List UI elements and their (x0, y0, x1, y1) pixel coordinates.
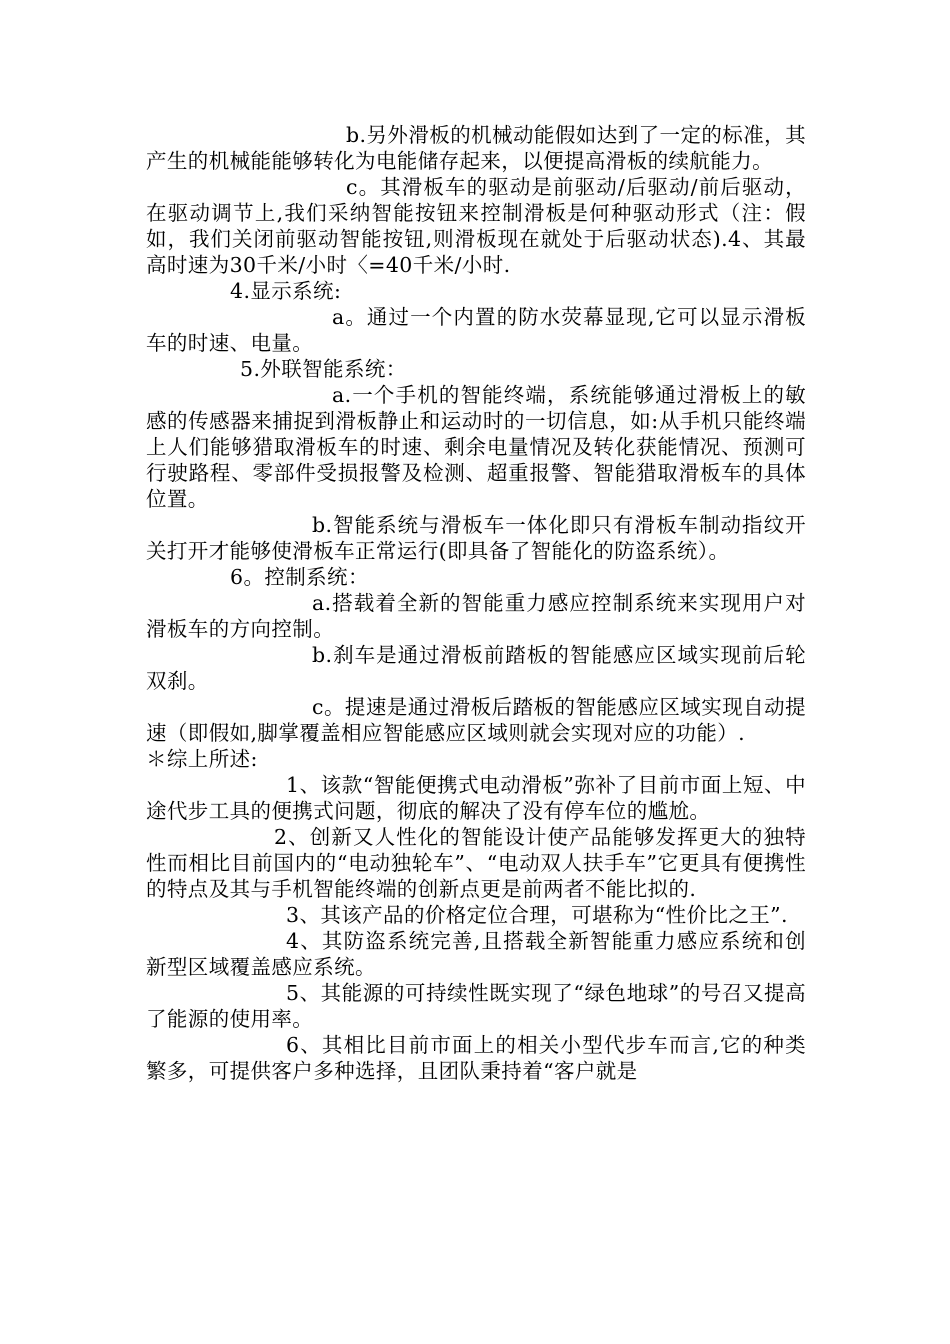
summary-item-3: 3、其该产品的价格定位合理，可堪称为“性价比之王”. (286, 903, 788, 927)
paragraph-c-drive-mode: c。其滑板车的驱动是前驱动/后驱动/前后驱动，在驱动调节上,我们采纳智能按钮来控制滑板是何种驱动形式（注：假如，我们关闭前驱动智能按钮,则滑板现在就处于后驱动状态).4、其最高时速为30千米/小时〈=40千米/小时. (146, 175, 806, 277)
heading-control-system: 6。控制系统： (230, 565, 369, 589)
heading-summary: ＊综上所述: (146, 747, 258, 771)
summary-item-1: 1、该款“智能便携式电动滑板”弥补了目前市面上短、中途代步工具的便携式问题，彻底的解决了没有停车位的尴尬。 (146, 773, 806, 823)
heading-display-system: 4.显示系统: (230, 279, 342, 303)
summary-item-5: 5、其能源的可持续性既实现了“绿色地球”的号召又提高了能源的使用率。 (146, 981, 806, 1031)
summary-item-4: 4、其防盗系统完善,且搭载全新智能重力感应系统和创新型区域覆盖感应系统。 (146, 929, 806, 979)
paragraph-a-smart-terminal: a.一个手机的智能终端，系统能够通过滑板上的敏感的传感器来捕捉到滑板静止和运动时的一切信息，如:从手机只能终端上人们能够猎取滑板车的时速、剩余电量情况及转化获能情况、预测可行驶路程、零部件受损报警及检测、超重报警、智能猎取滑板车的具体位置。 (146, 383, 806, 511)
document-body (146, 122, 806, 1084)
paragraph-a-gravity-control: a.搭载着全新的智能重力感应控制系统来实现用户对滑板车的方向控制。 (146, 591, 806, 641)
paragraph-b-anti-theft: b.智能系统与滑板车一体化即只有滑板车制动指纹开关打开才能够使滑板车正常运行(即具备了智能化的防盗系统）。 (146, 513, 806, 563)
paragraph-b-braking: b.刹车是通过滑板前踏板的智能感应区域实现前后轮双刹。 (146, 643, 806, 693)
paragraph-b-mechanical-energy: b.另外滑板的机械动能假如达到了一定的标准，其产生的机械能能够转化为电能储存起来，以便提高滑板的续航能力。 (146, 123, 806, 173)
summary-item-2: 2、创新又人性化的智能设计使产品能够发挥更大的独特性而相比目前国内的“电动独轮车”、“电动双人扶手车”它更具有便携性的特点及其与手机智能终端的创新点更是前两者不能比拟的. (146, 825, 806, 901)
summary-item-6: 6、其相比目前市面上的相关小型代步车而言,它的种类繁多，可提供客户多种选择，且团队秉持着“客户就是 (146, 1033, 806, 1083)
paragraph-c-acceleration: c。提速是通过滑板后踏板的智能感应区域实现自动提速（即假如,脚掌覆盖相应智能感应区域则就会实现对应的功能）. (146, 695, 806, 745)
heading-smart-connect-system: 5.外联智能系统： (240, 357, 407, 381)
paragraph-a-display: a。通过一个内置的防水荧幕显现,它可以显示滑板车的时速、电量。 (146, 305, 806, 355)
